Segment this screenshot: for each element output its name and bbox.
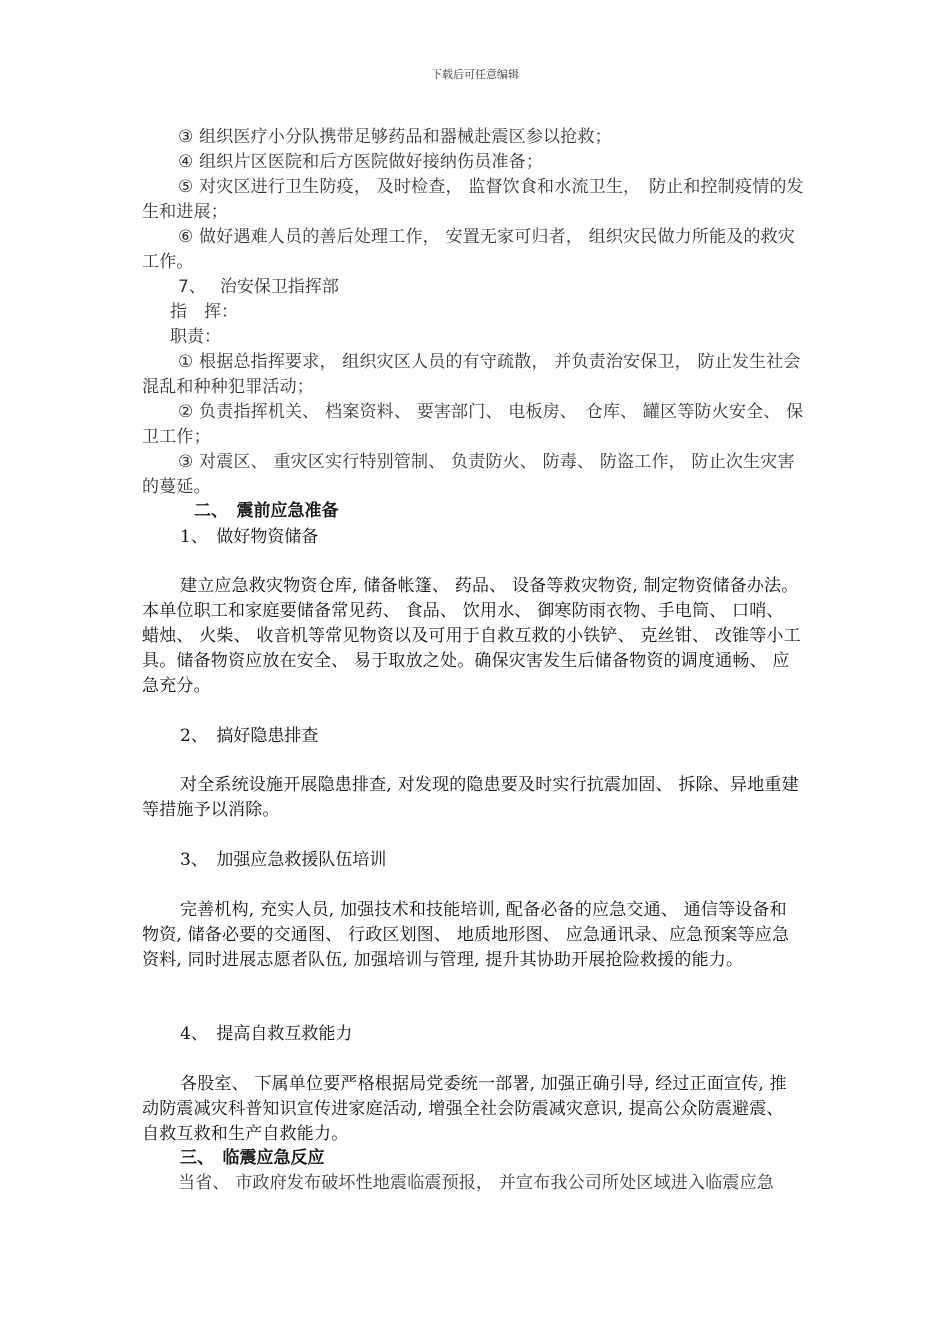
paragraph-hospital-prep: ④ 组织片区医院和后方医院做好接纳伤员准备； [178,152,544,172]
paragraph-fire-security: ② 负责指挥机关、 档案资料、 要害部门、 电板房、 仓库、 罐区等防火安全、 保卫工作； [142,402,804,447]
page-header: 下载后可任意编辑 [431,68,519,81]
commander-label: 指 挥： [170,302,238,322]
subsection-2-heading: 2、 搞好隐患排查 [180,726,319,746]
paragraph-self-rescue: 各股室、 下属单位要严格根据局党委统一部署, 加强正确引导, 经过正面宣传, 推动防震减灾科普知识宣传进家庭活动, 增强全社会防震减灾意识, 提高公众防震避震、 自救互救和生产自救能力。 [142,1074,787,1144]
subsection-4-heading: 4、 提高自救互救能力 [180,1024,353,1044]
section-3-heading: 三、 临震应急反应 [180,1148,325,1168]
paragraph-control: ③ 对震区、 重灾区实行特别管制、 负责防火、 防毒、 防盗工作， 防止次生灾害的蔓延。 [142,452,795,497]
paragraph-victim-aftercare: ⑥ 做好遇难人员的善后处理工作， 安置无家可归者， 组织灾民做力所能及的救灾工作。 [142,227,796,272]
subsection-1-heading: 1、 做好物资储备 [180,527,319,547]
paragraph-epidemic-prevention: ⑤ 对灾区进行卫生防疫， 及时检查， 监督饮食和水流卫生， 防止和控制疫情的发生和进展； [142,177,804,222]
subsection-3-heading: 3、 加强应急救援队伍培训 [180,850,387,870]
paragraph-material-reserve: 建立应急救灾物资仓库, 储备帐篷、 药品、 设备等救灾物资, 制定物资储备办法。本单位职工和家庭要储备常见药、 食品、 饮用水、 御寒防雨衣物、手电筒、 口哨、 蜡烛、 火柴、 收音机等常见物资以及可用于自救互救的小铁铲、 克丝钳、 改锥等小工具。储备物资应放在安全、 易于取放之处。确保灾害发生后储备物资的调度通畅、 应急充分。 [142,576,801,696]
paragraph-medical-team: ③ 组织医疗小分队携带足够药品和器械赴震区参以抢救； [178,127,612,147]
section-7-number: 7、 [178,277,206,297]
paragraph-rescue-training: 完善机构, 充实人员, 加强技术和技能培训, 配备必备的应急交通、 通信等设备和物资, 储备必要的交通图、 行政区划图、 地质地形图、 应急通讯录、应急预案等应急资料, 同时进展志愿者队伍, 加强培训与管理, 提升其协助开展抢险救援的能力。 [142,900,790,970]
duty-label: 职责： [170,327,221,347]
paragraph-imminent-response: 当省、 市政府发布破坏性地震临震预报， 并宣布我公司所处区域进入临震应急 [178,1173,775,1193]
section-2-heading: 二、 震前应急准备 [194,501,339,521]
section-7-title: 治安保卫指挥部 [219,277,339,297]
section-7-heading [178,275,339,300]
paragraph-evacuation: ① 根据总指挥要求， 组织灾区人员的有守疏散， 并负责治安保卫， 防止发生社会混乱和种种犯罪活动； [142,352,801,397]
paragraph-hazard-check: 对全系统设施开展隐患排查, 对发现的隐患要及时实行抗震加固、 拆除、异地重建等措施予以消除。 [142,775,799,820]
